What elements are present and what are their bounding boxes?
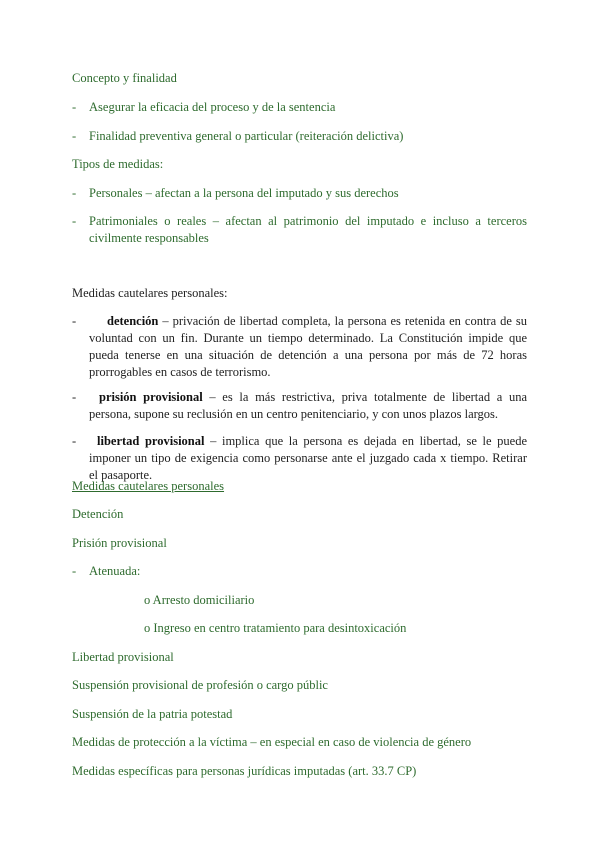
line-suspension-profesion: Suspensión provisional de profesión o cargo públic — [72, 678, 328, 692]
line-proteccion-victima: Medidas de protección a la víctima – en especial en caso de violencia de género — [72, 735, 472, 749]
term-detencion: detención — [107, 314, 159, 328]
list-item-libertad: - libertad provisional – implica que la persona es dejada en libertad, se le puede imponer un tipo de exigencia como personarse ante el juzgado cada x tiempo. Retirar el pasaporte. — [72, 434, 528, 482]
list-item-prision: - prisión provisional – es la más restrictiva, priva totalmente de libertad a una persona, supone su reclusión en un centro penitenciario, y con unos plazos largos. — [72, 390, 527, 421]
sub-item: o Ingreso en centro tratamiento para desintoxicación — [144, 621, 407, 635]
term-libertad: libertad provisional — [97, 434, 205, 448]
list-item-detencion: - detención – privación de libertad completa, la persona es retenida en contra de su voluntad con un fin. Durante un tiempo determinado. La Constitución impide que pueda tenerse en una situación de detención a una persona por más de 72 horas prorrogables en casos de terrorismo. — [72, 314, 527, 379]
list-item: - Personales – afectan a la persona del imputado y sus derechos — [72, 186, 399, 200]
list-item-atenuada: - Atenuada: — [72, 564, 141, 578]
list-item: - Finalidad preventiva general o particular (reiteración delictiva) — [72, 129, 404, 143]
section-heading-underlined: Medidas cautelares personales — [72, 479, 225, 493]
term-prision: prisión provisional — [99, 390, 203, 404]
list-item: - Patrimoniales o reales – afectan al patrimonio del imputado e incluso a terceros civilmente responsables — [72, 214, 527, 245]
section-heading-medidas: Medidas cautelares personales: — [72, 286, 228, 300]
line-personas-juridicas: Medidas específicas para personas jurídicas imputadas (art. 33.7 CP) — [72, 764, 417, 778]
line-detencion: Detención — [72, 507, 124, 521]
sub-item: o Arresto domiciliario — [144, 593, 255, 607]
line-prision: Prisión provisional — [72, 536, 167, 550]
line-libertad: Libertad provisional — [72, 650, 174, 664]
section-heading-concepto: Concepto y finalidad — [72, 71, 177, 85]
list-item: - Asegurar la eficacia del proceso y de la sentencia — [72, 100, 336, 114]
section-heading-tipos: Tipos de medidas: — [72, 157, 164, 171]
line-suspension-patria: Suspensión de la patria potestad — [72, 707, 233, 721]
